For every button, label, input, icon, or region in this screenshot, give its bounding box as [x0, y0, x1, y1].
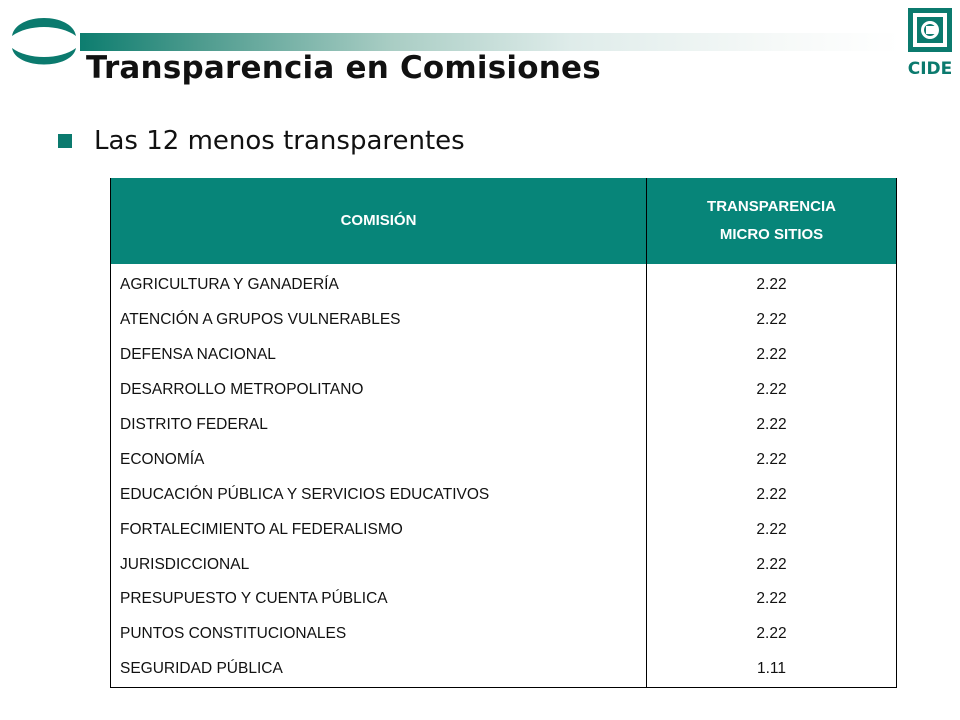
valor-cell: 2.22: [756, 381, 787, 399]
valor-cell: 2.22: [756, 555, 787, 573]
table-row: [111, 303, 896, 338]
valor-cell: 2.22: [756, 625, 787, 643]
table-row: [111, 547, 896, 582]
table-row: [111, 512, 896, 547]
header-transparencia-line2: MICRO SITIOS: [719, 226, 824, 243]
table-row: [111, 442, 896, 477]
comision-cell: PUNTOS CONSTITUCIONALES: [111, 617, 647, 652]
comision-cell: EDUCACIÓN PÚBLICA Y SERVICIOS EDUCATIVOS: [111, 477, 647, 512]
valor-cell: 2.22: [756, 416, 787, 433]
bullet-text: Las 12 menos transparentes: [94, 126, 465, 156]
valor-cell: 2.22: [756, 520, 787, 538]
cide-logo-text: CIDE: [907, 59, 953, 78]
decorative-logo-icon: [8, 6, 80, 76]
table-row: [111, 373, 896, 408]
comision-cell: DISTRITO FEDERAL: [111, 408, 647, 443]
table-row: [111, 264, 896, 303]
comision-cell: JURISDICCIONAL: [111, 547, 647, 582]
comision-cell: DEFENSA NACIONAL: [111, 338, 647, 373]
valor-cell: 2.22: [756, 590, 787, 608]
comision-cell: AGRICULTURA Y GANADERÍA: [111, 264, 647, 303]
table-row: [111, 652, 896, 687]
valor-cell: 2.22: [756, 276, 787, 294]
comision-cell: ECONOMÍA: [111, 442, 647, 477]
bullet-square-icon: [58, 134, 72, 148]
table-header-row: [111, 178, 896, 264]
bullet-item: [58, 126, 465, 156]
valor-cell: 2.22: [756, 485, 787, 503]
header-comision: COMISIÓN: [111, 178, 647, 264]
table-row: [111, 617, 896, 652]
valor-cell: 1.11: [756, 660, 787, 678]
table-row: [111, 582, 896, 617]
transparency-table: [110, 178, 897, 688]
header-transparencia: [647, 178, 897, 264]
cide-logo-icon: [904, 6, 956, 78]
table-row: [111, 408, 896, 443]
title-gradient-bar: [80, 33, 900, 51]
valor-cell: 2.22: [756, 346, 787, 364]
comision-cell: DESARROLLO METROPOLITANO: [111, 373, 647, 408]
header-transparencia-line1: TRANSPARENCIA: [707, 198, 836, 215]
comision-cell: SEGURIDAD PÚBLICA: [111, 652, 647, 687]
valor-cell: 2.22: [756, 450, 787, 468]
valor-cell: 2.22: [756, 311, 787, 329]
comision-cell: PRESUPUESTO Y CUENTA PÚBLICA: [111, 582, 647, 617]
table-row: [111, 338, 896, 373]
table-row: [111, 477, 896, 512]
comision-cell: FORTALECIMIENTO AL FEDERALISMO: [111, 512, 647, 547]
comision-cell: ATENCIÓN A GRUPOS VULNERABLES: [111, 303, 647, 338]
slide-title: Transparencia en Comisiones: [86, 50, 601, 86]
